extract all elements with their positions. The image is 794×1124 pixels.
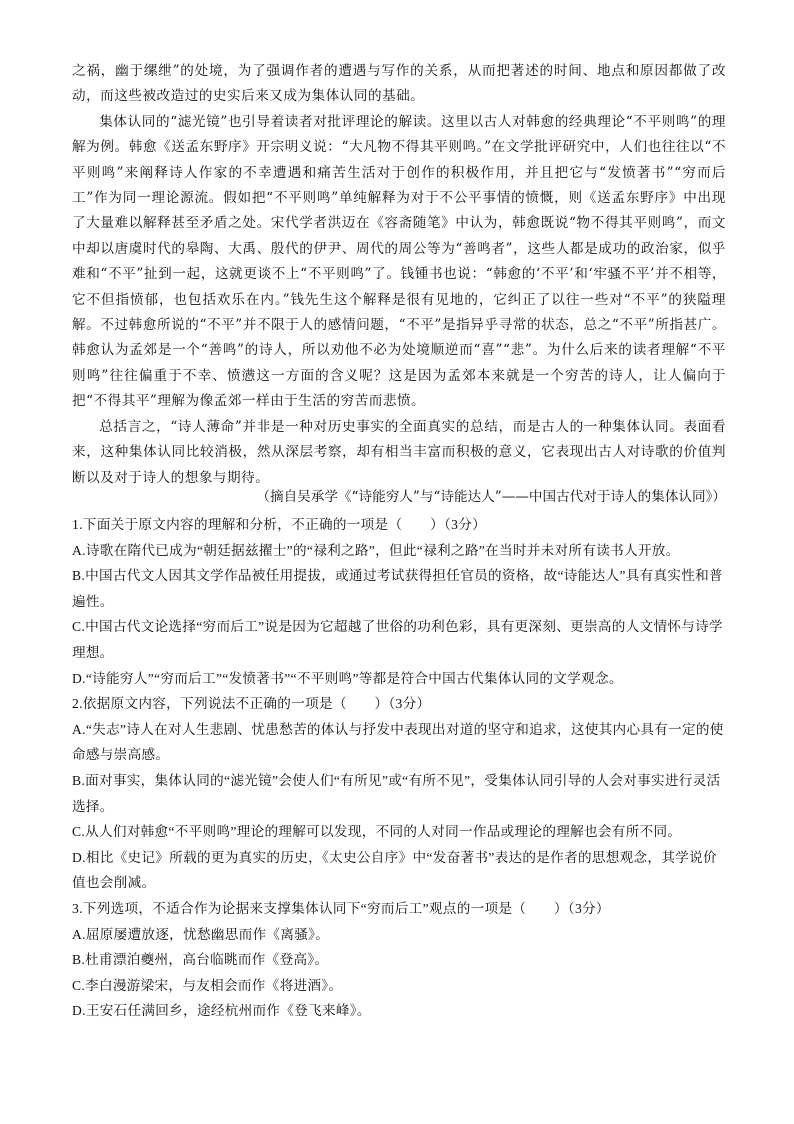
option-a: A.“失志”诗人在对人生悲剧、忧患愁苦的体认与抒发中表现出对道的坚守和追求，这使其内心具有一定的使命感与崇高感。 [72,721,724,763]
question-stem: 1.下面关于原文内容的理解和分析，不正确的一项是（ ）（3分） [72,517,487,532]
passage-paragraph: 之祸，幽于缧绁”的处境，为了强调作者的遭遇与写作的关系，从而把著述的时间、地点和原因都做了改动，而这些被改造过的史实后来又成为集体认同的基础。 [72,63,726,105]
question-stem: 3.下列选项，不适合作为论据来支撑集体认同下“穷而后工”观点的一项是（ ）（3分） [72,900,610,916]
option-d: D.相比《史记》所载的更为真实的历史，《太史公自序》中“发奋著书”表达的是作者的思想观念，其学说价值也会削减。 [72,849,717,891]
option-d: D.“诗能穷人”“穷而后工”“发愤著书”“不平则鸣”等都是符合中国古代集体认同的文学观念。 [72,670,623,686]
option-d: D.王安石任满回乡，途经杭州而作《登飞来峰》。 [72,1003,371,1019]
question-1 [72,512,726,691]
question-3 [72,896,726,1024]
question-list [72,512,726,1024]
passage-paragraph: 总括言之，“诗人薄命”并非是一种对历史事实的全面真实的总结，而是古人的一种集体认同。表面看来，这种集体认同比较消极，然从深层考察，却有相当丰富而积极的意义，它表现出古人对诗歌的价值判断以及对于诗人的想象与期待。 [72,418,726,486]
passage-paragraph: 集体认同的“滤光镜”也引导着读者对批评理论的解读。这里以古人对韩愈的经典理论“不平则鸣”的理解为例。韩愈《送孟东野序》开宗明义说：“大凡物不得其平则鸣。”在文学批评研究中，人们也往往以“不平则鸣”来阐释诗人作家的不幸遭遇和痛苦生活对于创作的积极作用，并且把它与“发愤著书”“穷而后工”作为同一理论源流。假如把“不平则鸣”单纯解释为对于不公平事情的愤慨，则《送孟东野序》中出现了大量难以解释甚至矛盾之处。宋代学者洪迈在《容斋随笔》中认为，韩愈既说“物不得其平则鸣”，而文中却以唐虞时代的皋陶、大禹、殷代的伊尹、周代的周公等为“善鸣者”，这些人都是成功的政治家，似乎难和“不平”扯到一起，这就更谈不上“不平则鸣”了。钱锺书也说：“韩愈的‘不平’和‘牢骚不平’并不相等，它不但指愤郁，也包括欢乐在内。”钱先生这个解释是很有见地的，它纠正了以往一些对“不平”的狭隘理解。不过韩愈所说的“不平”并不限于人的感情问题，“不平”是指异乎寻常的状态，总之“不平”所指甚广。韩愈认为孟郊是一个“善鸣”的诗人，所以劝他不必为处境顺逆而“喜”“悲”。为什么后来的读者理解“不平则鸣”往往偏重于不幸、愤懑这一方面的含义呢？这是因为孟郊本来就是一个穷苦的诗人，让人偏向于把“不得其平”理解为像孟郊一样由于生活的穷苦而悲愤。 [72,113,726,410]
reading-passage [72,59,726,491]
passage-source: （摘自吴承学《“诗能穷人”与“诗能达人”——中国古代对于诗人的集体认同》） [256,489,726,505]
option-c: C.从人们对韩愈“不平则鸣”理论的理解可以发现，不同的人对同一作品或理论的理解也会有所不同。 [72,824,682,840]
question-2 [72,691,726,896]
option-a: A.诗歌在隋代已成为“朝廷据兹擢士”的“禄利之路”，但此“禄利之路”在当时并未对所有读书人开放。 [72,542,680,558]
question-stem: 2.依据原文内容，下列说法不正确的一项是（ ）（3分） [72,696,431,712]
option-b: B.中国古代文人因其文学作品被任用提拔，或通过考试获得担任官员的资格，故“诗能达人”具有真实性和普遍性。 [72,568,723,609]
option-c: C.中国古代文论选择“穷而后工”说是因为它超越了世俗的功利色彩，具有更深刻、更崇高的人文情怀与诗学理想。 [72,619,723,660]
option-b: B.面对事实，集体认同的“滤光镜”会使人们“有所见”或“有所不见”，受集体认同引导的人会对事实进行灵活选择。 [72,772,721,814]
option-b: B.杜甫漂泊夔州，高台临眺而作《登高》。 [72,952,329,968]
option-c: C.李白漫游梁宋，与友相会而作《将进酒》。 [72,977,343,993]
option-a: A.屈原屡遭放逐，忧愁幽思而作《离骚》。 [72,926,330,942]
